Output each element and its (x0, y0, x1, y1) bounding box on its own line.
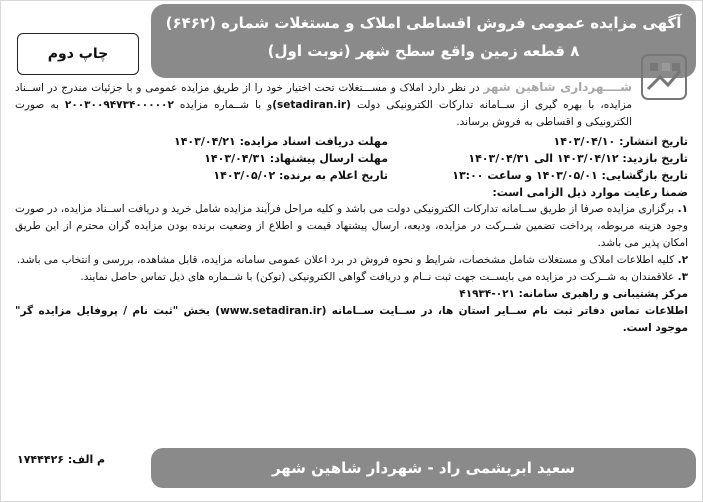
contact-paragraph: اطلاعات تماس دفاتر ثبت نام ســایر استان ها، در ســایت ســامانه (www.setadiran.ir) بخش "ثبت نام / پروفایل مزایده گر" موجود است. (15, 305, 688, 334)
notice-title: آگهی مزایده عمومی فروش اقساطی املاک و مستغلات شماره (۶۴۶۲) (165, 14, 682, 32)
note-item: ۳. علاقمندان به شــرکت در مزایده می بایســت جهت ثبت نــام و دریافت گواهی الکترونیکی (توکن) با شــماره های ذیل تماس حاصل نمایند. (80, 271, 688, 283)
notice-header (151, 4, 696, 78)
print-label: چاپ دوم (17, 33, 139, 75)
notes-title: ضمنا رعایت موارد ذیل الزامی است: (492, 186, 688, 199)
visit-date: تاریخ بازدید: ۱۴۰۳/۰۴/۱۲ الی ۱۴۰۳/۰۴/۳۱ (468, 152, 688, 165)
winner-date: تاریخ اعلام به برنده: ۱۴۰۳/۰۵/۰۲ (213, 169, 388, 182)
note-item: ۱. برگزاری مزایده صرفا از طریق ســامانه تدارکات الکترونیکی دولت می باشد و کلیه مراحل فرآیند مزایده شامل خرید و دریافت اســناد مزایده، در صورت وجود هزینه مربوطه، پرداخت تضمین شــرکت در مزایده، ودیعه، ارسال پیشنهاد قیمت و اطلاع از وضعیت برنده بودن مزایده گران محترم از این طریق امکان پذیر می باشد. (15, 203, 689, 249)
dates-block (15, 133, 688, 201)
notice-subtitle: ۸ قطعه زمین واقع سطح شهر (نوبت اول) (267, 42, 580, 60)
notice-body (15, 79, 688, 337)
support-phone: ۰۲۱-۴۱۹۳۴ (459, 288, 515, 300)
setad-www-link[interactable]: (www.setadiran.ir) (215, 305, 327, 317)
ad-code: م الف: ۱۷۴۴۴۲۶ (17, 453, 106, 466)
auction-number: ۲۰۰۳۰۰۹۴۷۳۴۰۰۰۰۰۲ (64, 99, 174, 111)
setad-link[interactable]: (setadiran.ir) (272, 99, 351, 111)
doc-deadline: مهلت دریافت اسناد مزایده: ۱۴۰۳/۰۴/۲۱ (173, 135, 388, 148)
municipality-name: شــــهرداری شاهین شهر (483, 80, 633, 94)
publish-date: تاریخ انتشار: ۱۴۰۳/۰۴/۱۰ (553, 135, 688, 148)
signature-footer: سعید ابریشمی راد - شهردار شاهین شهر (151, 448, 696, 488)
opening-date: تاریخ بازگشایی: ۱۴۰۳/۰۵/۰۱ و ساعت ۱۳:۰۰ (452, 169, 688, 182)
support-line: مرکز پشتیبانی و راهبری سامانه: ۰۲۱-۴۱۹۳۴ (459, 288, 688, 300)
note-item: ۲. کلیه اطلاعات املاک و مستغلات شامل مشخصات، شرایط و نحوه فروش در برد اعلان عمومی سامانه مزایده، قابل مشاهده، بررسی و انتخاب می باشد. (16, 254, 688, 266)
bid-deadline: مهلت ارسال پیشنهاد: ۱۴۰۳/۰۴/۳۱ (204, 152, 388, 165)
intro-paragraph: شــــهرداری شاهین شهر در نظر دارد املاک و مســـتغلات تحت اختیار خود را از طریق مزایده عمومی و با جزئیات مندرج در اســناد مزایده، با بهره گیری از ســامانه تدارکات الکترونیکی دولت (setadiran.ir)و با شــماره مزایده ۲۰۰۳۰۰۹۴۷۳۴۰۰۰۰۰۲ به صورت الکترونیکی و اقساطی به فروش برساند. (15, 80, 633, 128)
